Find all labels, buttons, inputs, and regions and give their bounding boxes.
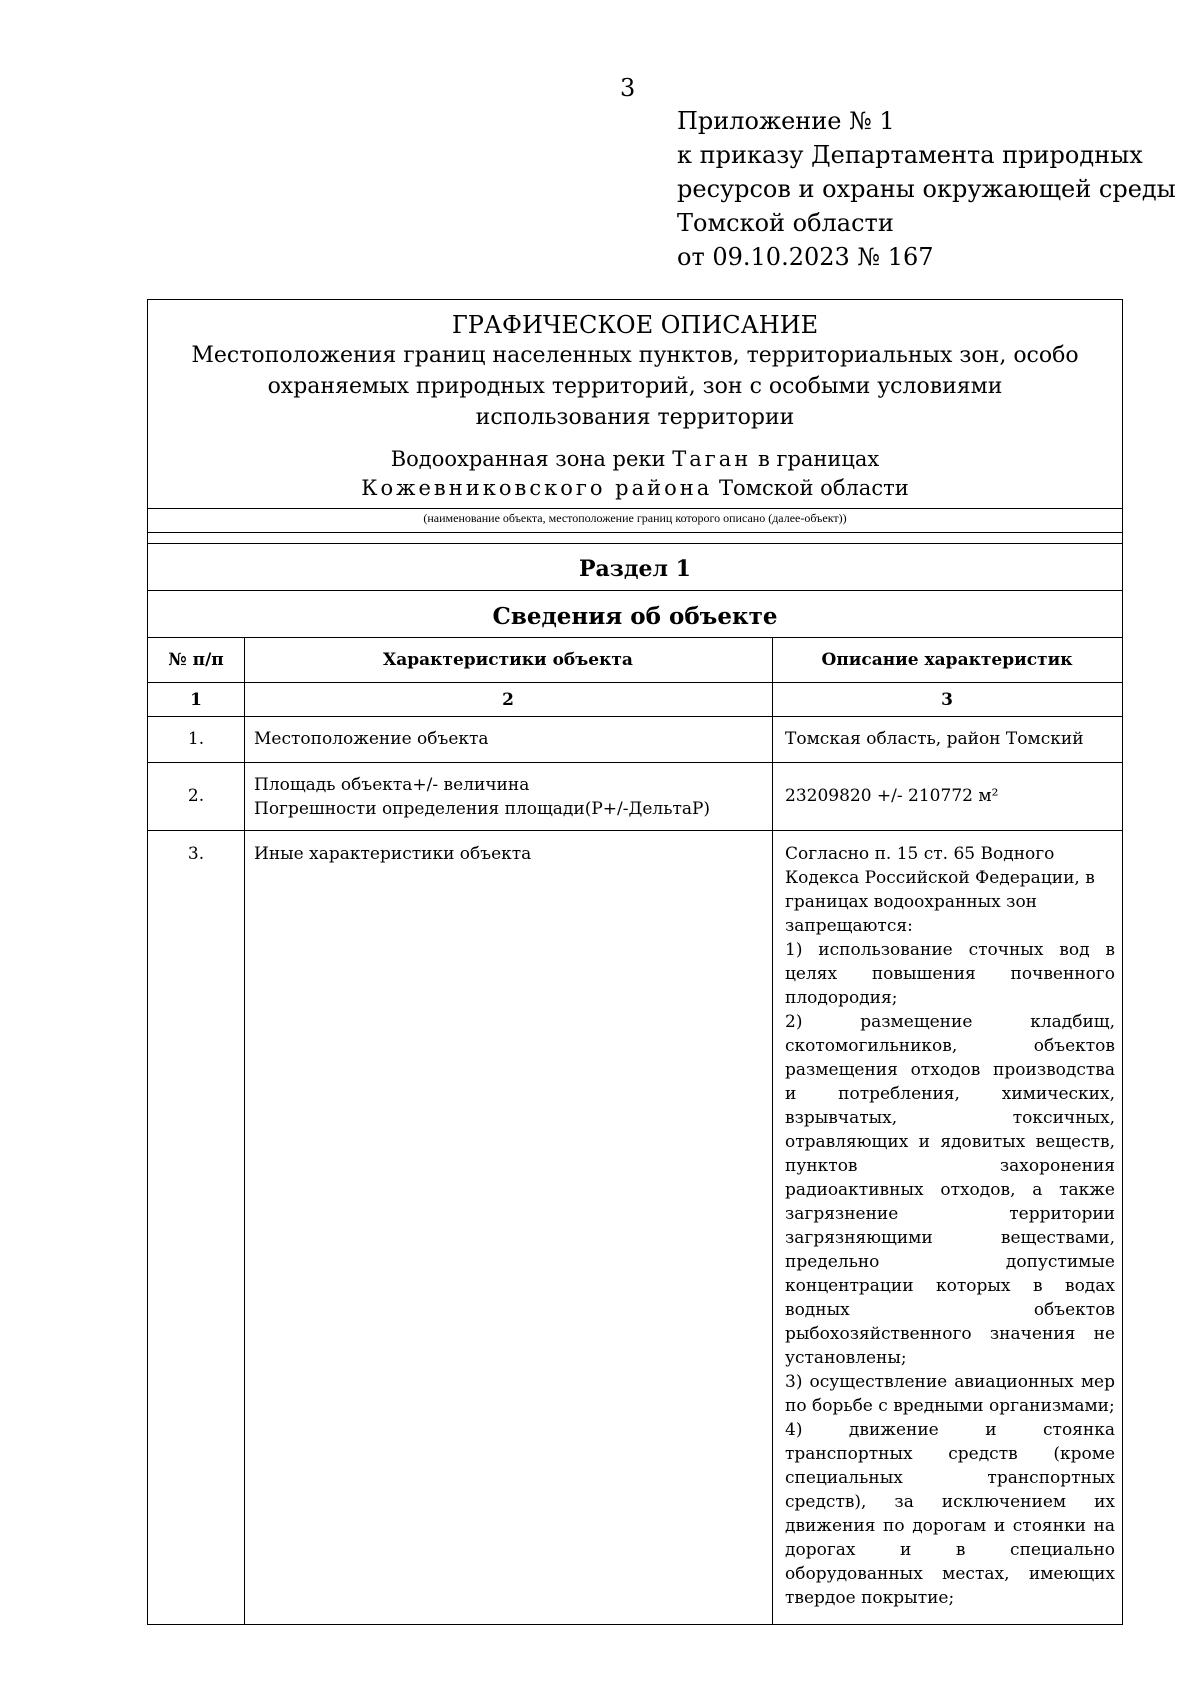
appendix-date-line: от 09.10.2023 № 167: [677, 243, 934, 271]
description-item: 2) размещение кладбищ, скотомогильников, объектов размещения отходов производства и потребления, химических, взрывчатых, токсичных, отравляющих и ядовитых веществ, пунктов захоронения радиоактивных отходов, а также загрязнение территории загрязняющими веществами, предельно допустимые концентрации которых в водах водных объектов рыбохозяйственного значения не установлены;: [785, 1012, 1115, 1368]
object-name-part: Водоохранная зона реки: [390, 447, 666, 471]
column-divider: [772, 637, 773, 1624]
page-number: 3: [620, 74, 636, 102]
divider: [148, 590, 1122, 591]
document-subtitle: Местоположения границ населенных пунктов, территориальных зон, особо охраняемых природных территорий, зон с особыми условиями использования территории: [191, 343, 1079, 430]
document-header: [148, 300, 1122, 503]
description-item: 4) движение и стоянка транспортных средств (кроме специальных транспортных средств), за исключением их движения по дорогам и стоянки на дорогах и в специально оборудованных местах, имеющих твердое покрытие;: [785, 1420, 1115, 1608]
district-name: Кожевниковского района: [361, 476, 713, 500]
divider: [148, 532, 1122, 533]
appendix-line: Томской области: [677, 209, 894, 237]
description-item: 3) осуществление авиационных мер по борьбе с вредными организмами;: [785, 1372, 1115, 1416]
row-description: 23209820 +/- 210772 м²: [785, 786, 999, 806]
divider: [148, 543, 1122, 544]
column-divider: [244, 637, 245, 1624]
section-subtitle: Сведения об объекте: [492, 603, 778, 630]
row-divider: [148, 682, 1122, 683]
row-number: 2.: [187, 786, 205, 806]
column-number: 1: [190, 690, 202, 710]
header-cell-characteristic: Характеристики объекта: [383, 650, 633, 670]
appendix-line: Приложение № 1: [677, 107, 895, 135]
section-title: Раздел 1: [579, 556, 691, 582]
column-number: 3: [941, 690, 953, 710]
object-name: [148, 445, 1122, 503]
river-name: Таган: [672, 447, 752, 471]
object-name-part: в границах: [757, 447, 880, 471]
appendix-block: [677, 104, 1176, 274]
appendix-line: к приказу Департамента природных: [677, 141, 1143, 169]
row-characteristic-line: Погрешности определения площади(P+/-ДельтаP): [254, 799, 711, 819]
document-table-frame: [147, 299, 1123, 1625]
divider: [148, 637, 1122, 638]
row-number: 1.: [187, 729, 205, 749]
region-name: Томской области: [719, 476, 909, 500]
row-description-long: [785, 842, 1115, 1610]
caption-top-line: [148, 508, 1122, 509]
header-cell-number: № п/п: [168, 650, 224, 670]
appendix-line: ресурсов и охраны окружающей среды: [677, 175, 1176, 203]
header-cell-description: Описание характеристик: [821, 650, 1073, 670]
object-caption: (наименование объекта, местоположение границ которого описано (далее-объект)): [423, 511, 847, 525]
description-item: 1) использование сточных вод в целях повышения почвенного плодородия;: [785, 940, 1115, 1008]
column-number: 2: [502, 690, 514, 710]
row-divider: [148, 830, 1122, 831]
document-title: ГРАФИЧЕСКОЕ ОПИСАНИЕ: [451, 311, 819, 339]
description-intro: Согласно п. 15 ст. 65 Водного Кодекса Российской Федерации, в границах водоохранных зон запрещаются:: [785, 844, 1095, 936]
row-characteristic: [254, 773, 769, 821]
row-characteristic: Местоположение объекта: [254, 729, 489, 749]
row-divider: [148, 762, 1122, 763]
row-divider: [148, 716, 1122, 717]
row-characteristic: Иные характеристики объекта: [254, 844, 532, 864]
row-characteristic-line: Площадь объекта+/- величина: [254, 775, 530, 795]
row-description: Томская область, район Томский: [785, 729, 1084, 749]
row-number: 3.: [187, 844, 205, 864]
